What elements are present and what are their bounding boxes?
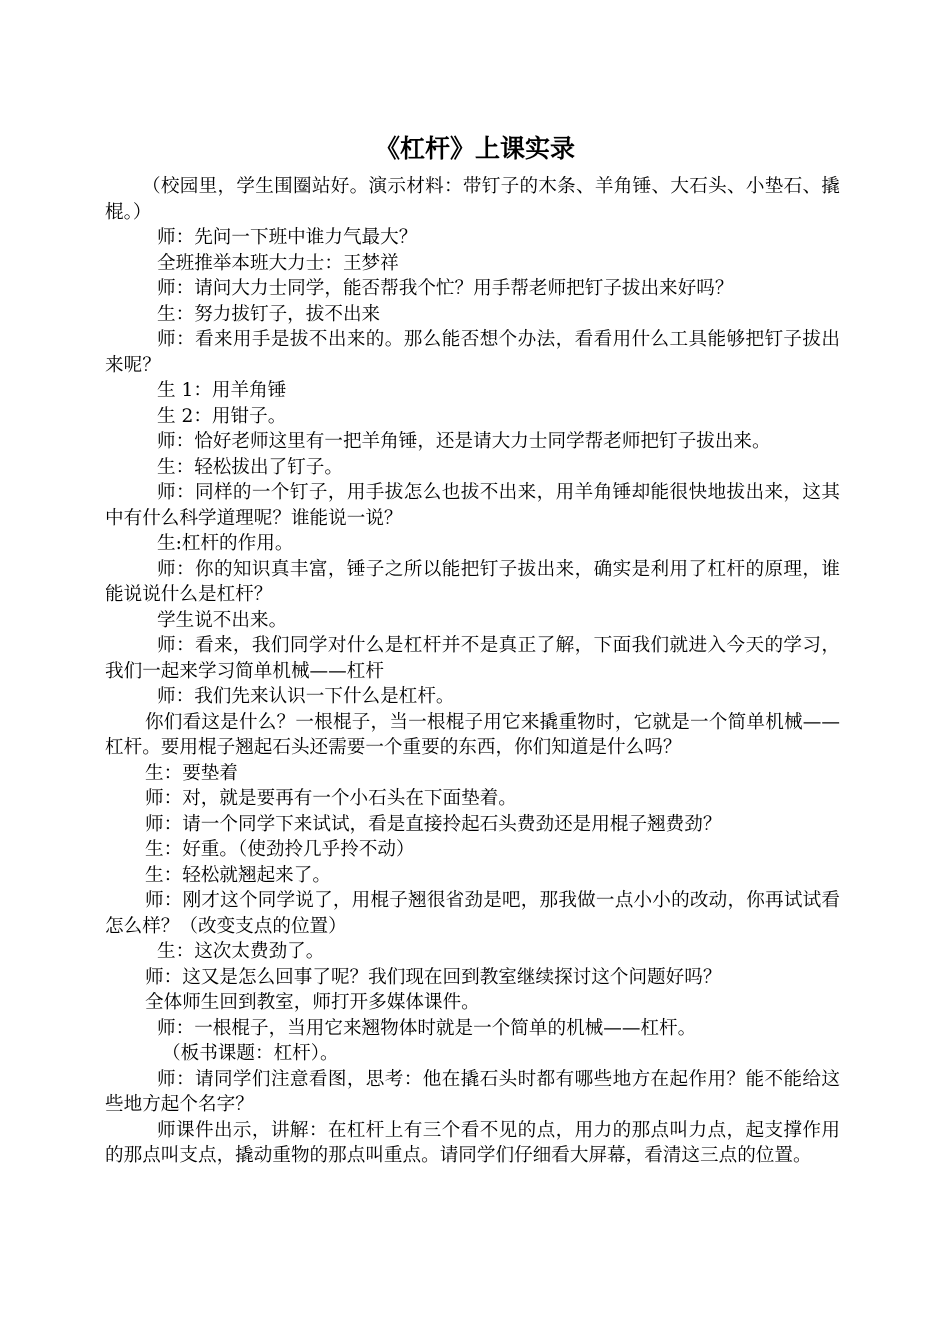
paragraph: 师：看来，我们同学对什么是杠杆并不是真正了解，下面我们就进入今天的学习，我们一起来学习简单机械——杠杆 — [105, 635, 840, 682]
paragraph: 你们看这是什么？一根棍子，当一根棍子用它来撬重物时，它就是一个简单机械——杠杆。要用棍子翘起石头还需要一个重要的东西，你们知道是什么吗？ — [105, 711, 840, 758]
paragraph: 生：要垫着 — [145, 762, 238, 784]
paragraph: 师：恰好老师这里有一把羊角锤，还是请大力士同学帮老师把钉子拔出来。 — [157, 431, 771, 452]
paragraph: 师：先问一下班中谁力气最大？ — [157, 227, 418, 248]
paragraph: 生：轻松就翘起来了。 — [145, 864, 331, 886]
paragraph: 生 1：用羊角锤 — [157, 380, 287, 401]
paragraph: 师：请问大力士同学，能否帮我个忙？用手帮老师把钉子拔出来好吗？ — [157, 278, 734, 299]
paragraph: 生：努力拔钉子，拔不出来 — [157, 303, 381, 325]
paragraph: 生:杠杆的作用。 — [157, 533, 294, 554]
paragraph: 师：我们先来认识一下什么是杠杆。 — [157, 686, 455, 707]
paragraph: 师：同样的一个钉子，用手拔怎么也拔不出来，用羊角锤却能很快地拔出来，这其中有什么科学道理呢？谁能说一说？ — [105, 482, 840, 529]
paragraph: 生 2：用钳子。 — [157, 405, 287, 427]
document-body — [105, 174, 840, 1169]
paragraph: 师：请一个同学下来试试，看是直接拎起石头费劲还是用棍子翘费劲？ — [145, 813, 722, 835]
paragraph: 全体师生回到教室，师打开多媒体课件。 — [145, 992, 480, 1013]
paragraph: 师：请同学们注意看图，思考：他在撬石头时都有哪些地方在起作用？能不能给这些地方起个名字？ — [105, 1068, 840, 1115]
paragraph: 师：你的知识真丰富，锤子之所以能把钉子拔出来，确实是利用了杠杆的原理，谁能说说什么是杠杆？ — [105, 558, 840, 605]
paragraph: 师：刚才这个同学说了，用棍子翘很省劲是吧，那我做一点小小的改动，你再试试看怎么样？（改变支点的位置） — [105, 890, 840, 937]
paragraph: 学生说不出来。 — [157, 609, 288, 631]
paragraph: 师：对，就是要再有一个小石头在下面垫着。 — [145, 788, 517, 809]
paragraph: 生：好重。（使劲拎几乎拎不动） — [145, 839, 415, 860]
paragraph: （板书课题：杠杆）。 — [162, 1043, 339, 1064]
paragraph: 师：这又是怎么回事了呢？我们现在回到教室继续探讨这个问题好吗？ — [145, 966, 722, 988]
paragraph: 师：看来用手是拔不出来的。那么能否想个办法，看看用什么工具能够把钉子拔出来呢？ — [105, 329, 840, 376]
paragraph: 师：一根棍子，当用它来翘物体时就是一个简单的机械——杠杆。 — [157, 1017, 697, 1039]
paragraph: （校园里，学生围圈站好。演示材料：带钉子的木条、羊角锤、大石头、小垫石、撬棍。） — [105, 176, 840, 223]
paragraph: 师课件出示，讲解：在杠杆上有三个看不见的点，用力的那点叫力点，起支撑作用的那点叫支点，撬动重物的那点叫重点。请同学们仔细看大屏幕，看清这三点的位置。 — [105, 1119, 840, 1166]
paragraph: 全班推举本班大力士：王梦祥 — [157, 252, 399, 274]
paragraph: 生：轻松拔出了钉子。 — [157, 456, 343, 478]
paragraph: 生：这次太费劲了。 — [157, 941, 325, 962]
document-title: 《杠杆》上课实录 — [374, 134, 575, 163]
